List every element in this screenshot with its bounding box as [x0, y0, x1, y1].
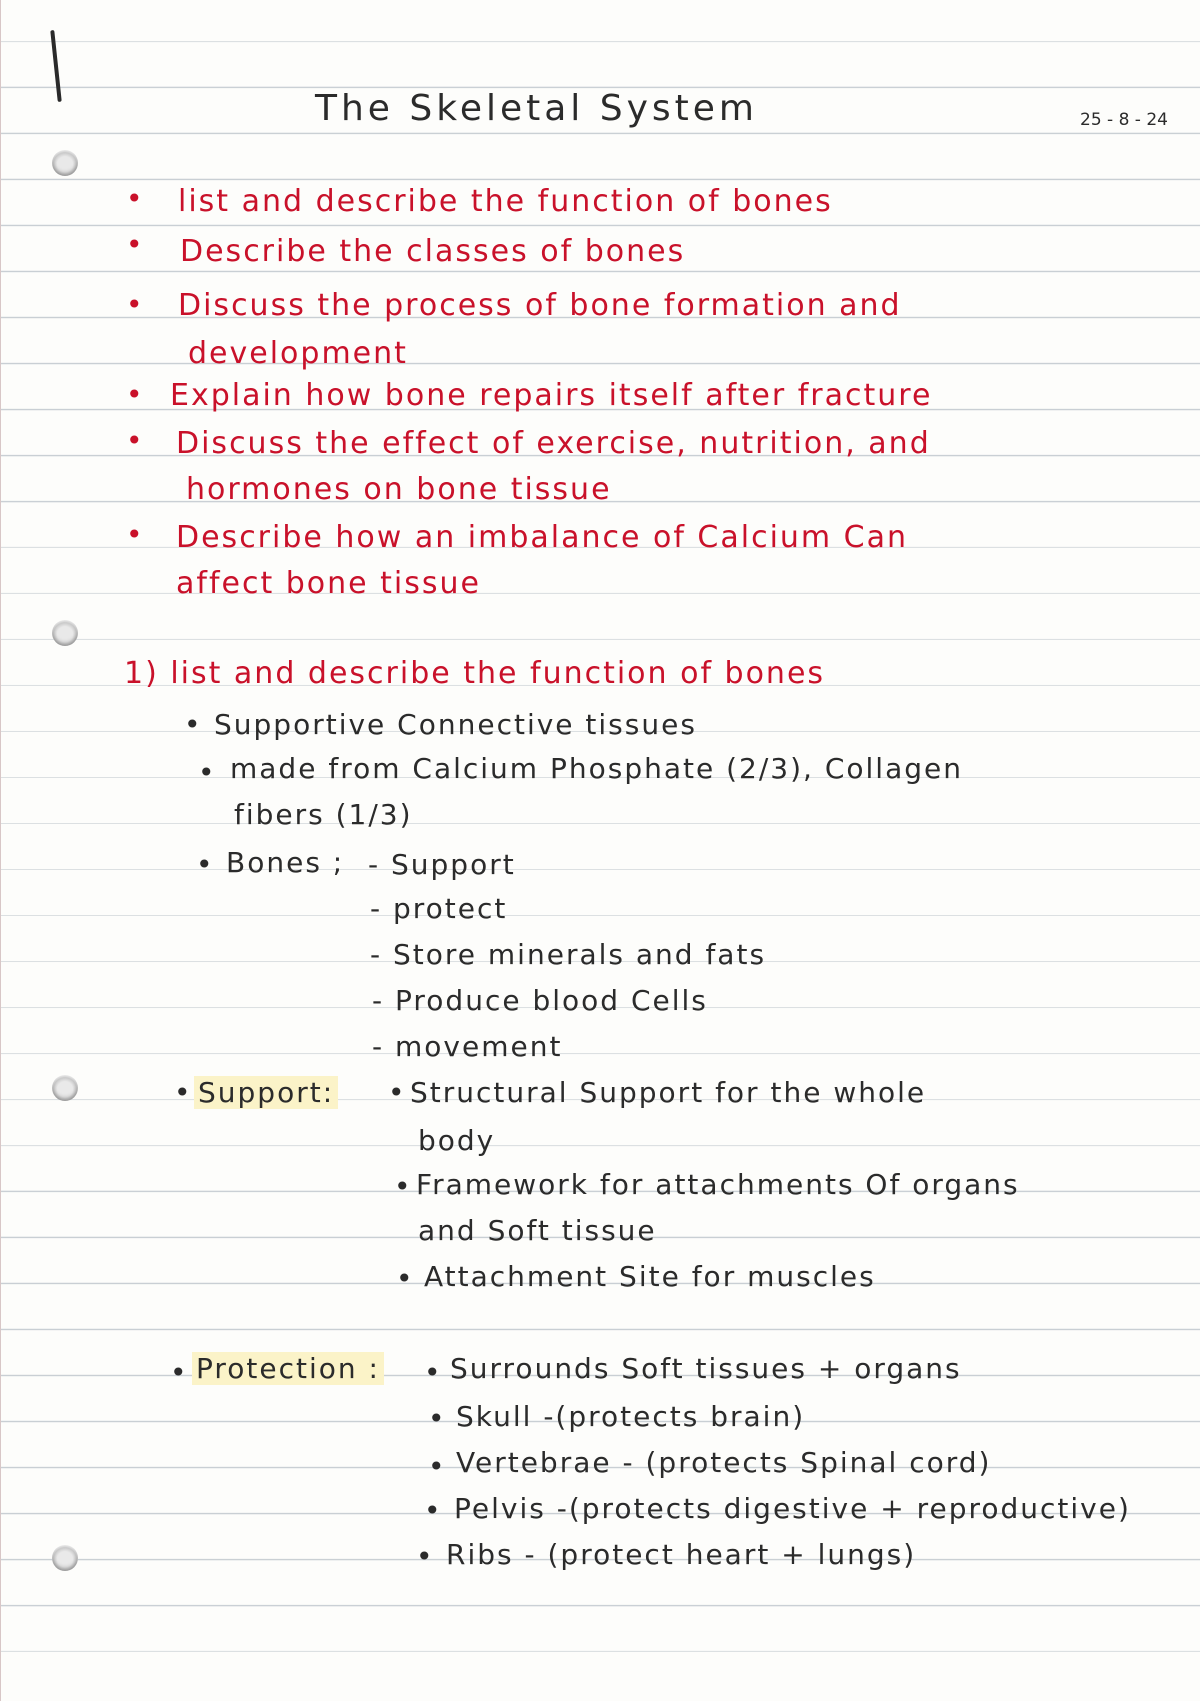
made-from-line-2: fibers (1/3) [234, 798, 413, 831]
objective-bullet: • [126, 378, 143, 411]
note-bullet: • [396, 1262, 413, 1295]
bones-function-support: - Support [368, 848, 516, 881]
note-bullet: • [424, 1494, 441, 1527]
bones-function-movement: - movement [372, 1030, 563, 1063]
support-point-2-line-2: and Soft tissue [418, 1214, 657, 1247]
support-point-1-line-1: Structural Support for the whole [410, 1076, 927, 1109]
protection-point-pelvis: Pelvis -(protects digestive + reproductive) [454, 1492, 1131, 1525]
objective-3-line-2: development [188, 336, 408, 371]
protection-point-vertebrae: Vertebrae - (protects Spinal cord) [456, 1446, 992, 1479]
protection-point-1: Surrounds Soft tissues + organs [450, 1352, 962, 1385]
note-bullet: • [198, 756, 215, 789]
protection-label: Protection : [192, 1352, 384, 1385]
protection-point-ribs: Ribs - (protect heart + lungs) [446, 1538, 917, 1571]
note-bullet: • [416, 1540, 433, 1573]
punch-hole [52, 1545, 78, 1571]
support-point-1-line-2: body [418, 1124, 496, 1157]
objective-2: Describe the classes of bones [180, 234, 686, 269]
bones-label: Bones ; [226, 846, 345, 879]
supportive-connective-tissues: Supportive Connective tissues [214, 708, 697, 741]
objective-5-line-2: hormones on bone tissue [186, 472, 612, 507]
objective-bullet: • [126, 228, 143, 261]
objective-3-line-1: Discuss the process of bone formation and [178, 288, 902, 323]
objective-4: Explain how bone repairs itself after fracture [170, 378, 933, 413]
objective-bullet: • [126, 288, 143, 321]
page-number-mark [50, 30, 62, 102]
bones-function-protect: - protect [370, 892, 508, 925]
punch-hole [52, 150, 78, 176]
objective-bullet: • [126, 182, 143, 215]
objective-bullet: • [126, 518, 143, 551]
note-bullet: • [424, 1356, 441, 1389]
note-bullet: • [184, 708, 201, 741]
note-bullet: • [428, 1402, 445, 1435]
objective-6-line-2: affect bone tissue [176, 566, 481, 601]
page-date: 25 - 8 - 24 [1080, 110, 1168, 130]
protection-point-skull: Skull -(protects brain) [456, 1400, 806, 1433]
objective-bullet: • [126, 424, 143, 457]
note-bullet: • [170, 1356, 187, 1389]
objective-5-line-1: Discuss the effect of exercise, nutrition, and [176, 426, 931, 461]
section-1-heading: 1) list and describe the function of bones [124, 656, 826, 691]
note-bullet: • [388, 1076, 405, 1109]
support-label: Support: [194, 1076, 338, 1109]
note-bullet: • [428, 1450, 445, 1483]
support-point-3: Attachment Site for muscles [424, 1260, 876, 1293]
bones-function-store: - Store minerals and fats [370, 938, 767, 971]
made-from-line-1: made from Calcium Phosphate (2/3), Collagen [230, 752, 963, 785]
support-point-2-line-1: Framework for attachments Of organs [416, 1168, 1020, 1201]
objective-6-line-1: Describe how an imbalance of Calcium Can [176, 520, 909, 555]
punch-hole [52, 620, 78, 646]
objective-1: list and describe the function of bones [178, 184, 833, 219]
bones-function-produce: - Produce blood Cells [372, 984, 708, 1017]
punch-hole [52, 1075, 78, 1101]
margin-line [0, 0, 1, 1701]
note-bullet: • [394, 1170, 411, 1203]
note-bullet: • [174, 1076, 191, 1109]
page-title: The Skeletal System [315, 88, 758, 129]
note-bullet: • [196, 848, 213, 881]
